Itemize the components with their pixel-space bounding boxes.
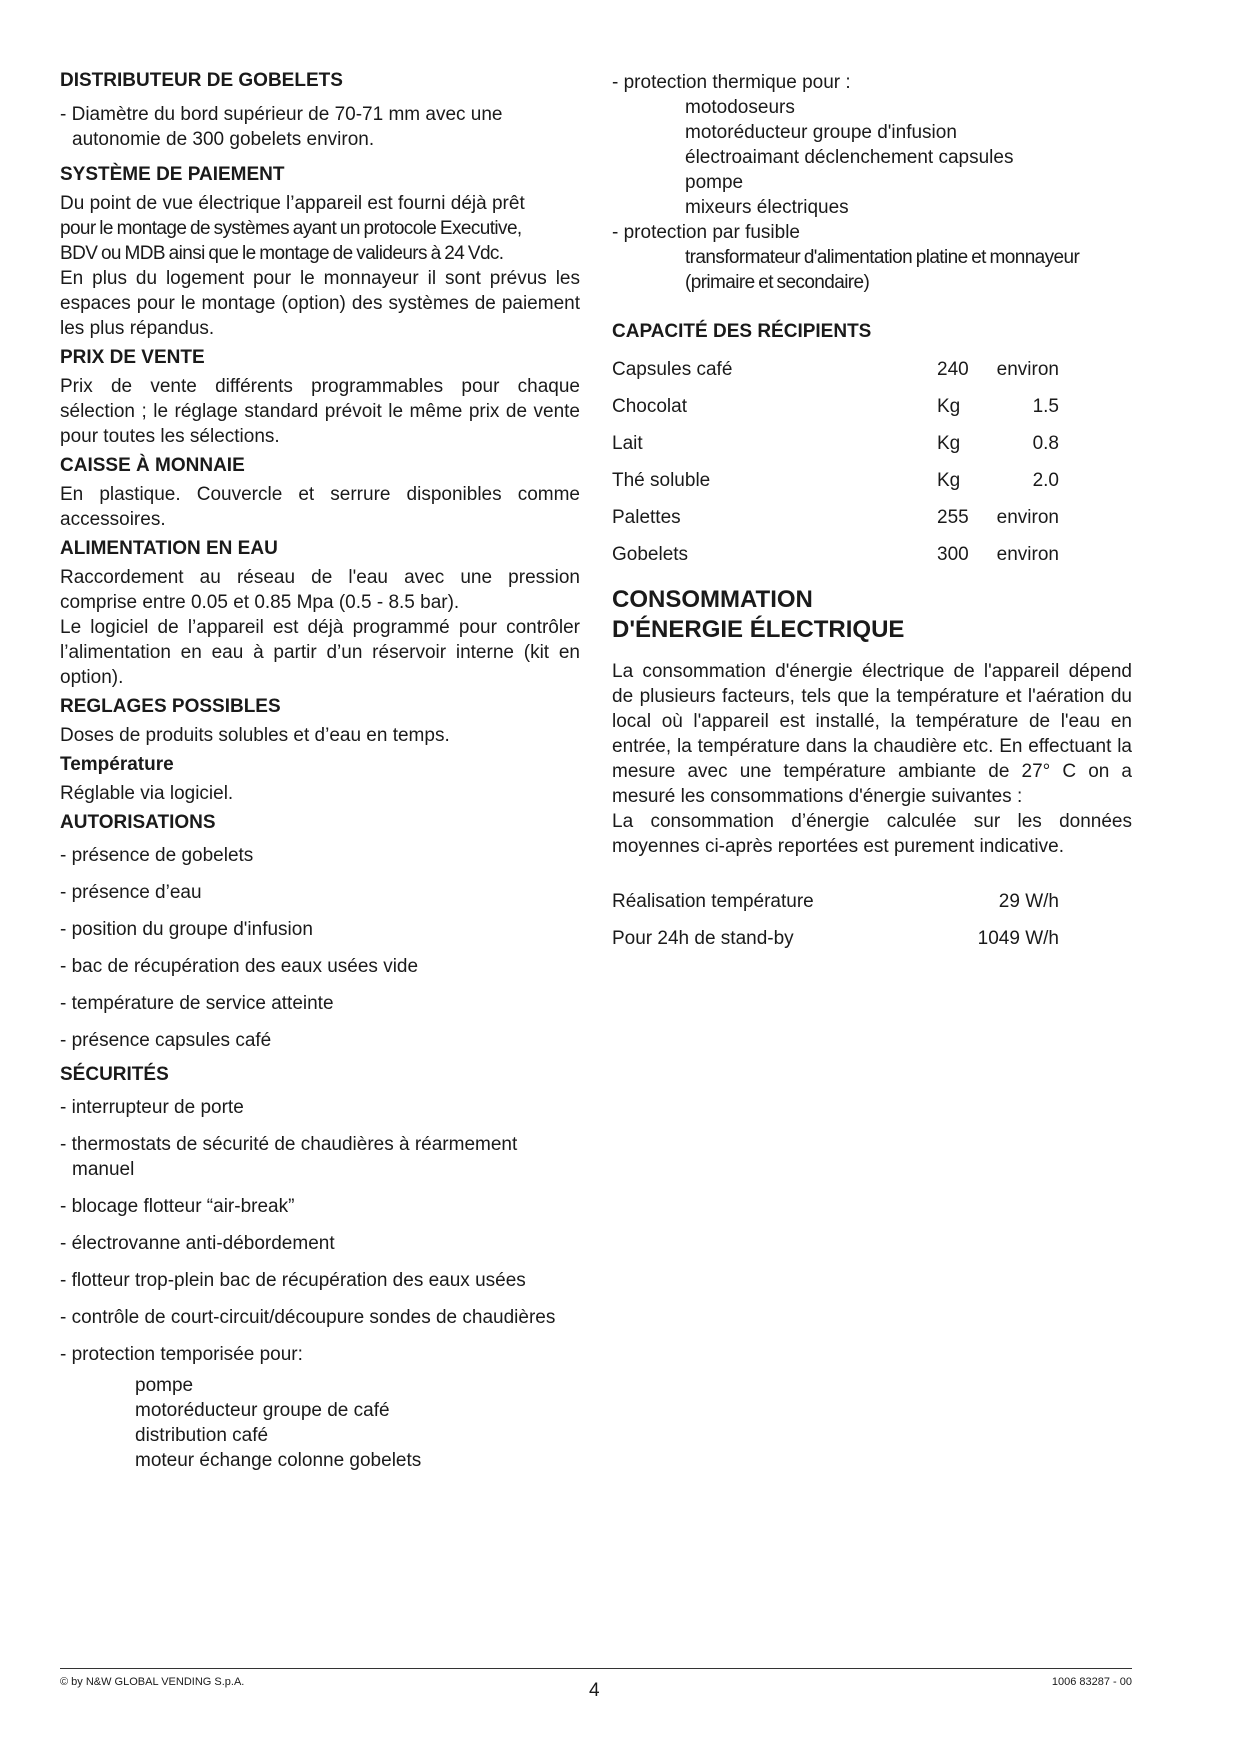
distributeur-item: - Diamètre du bord supérieur de 70-71 mm avec une autonomie de 300 gobelets environ. — [60, 104, 503, 150]
cell-unit: Kg — [937, 470, 961, 491]
cell-value: 2.0 — [1032, 470, 1059, 491]
eau-text-2: Le logiciel de l’appareil est déjà programmé pour contrôler l’alimentation en eau à partir d’un réservoir interne (kit en option). — [60, 617, 580, 688]
temperature-text: Réglable via logiciel. — [60, 783, 234, 804]
heading-temperature: Température — [60, 754, 174, 775]
table-row — [612, 357, 1132, 394]
cell-unit: Kg — [937, 433, 961, 454]
heading-caisse: CAISSE À MONNAIE — [60, 455, 245, 476]
securite-sub-item: moteur échange colonne gobelets — [135, 1450, 422, 1471]
table-row — [612, 505, 1132, 542]
cell-value: 1049 W/h — [977, 928, 1059, 949]
cell-value: 1.5 — [1032, 396, 1059, 417]
right-column — [612, 70, 1132, 963]
cell-unit: 300 — [937, 544, 969, 565]
thermique-item: motodoseurs — [685, 97, 795, 118]
securite-item: - électrovanne anti-débordement — [60, 1233, 335, 1254]
eau-text-1: Raccordement au réseau de l'eau avec une pression comprise entre 0.05 et 0.85 Mpa (0.5 - 8.5 bar). — [60, 567, 580, 613]
cell-label: Chocolat — [612, 396, 687, 417]
thermique-item: motoréducteur groupe d'infusion — [685, 122, 957, 143]
autorisation-item: - température de service atteinte — [60, 993, 334, 1014]
heading-securites: SÉCURITÉS — [60, 1064, 169, 1085]
securite-item: - contrôle de court-circuit/découpure sondes de chaudières — [60, 1307, 556, 1328]
securite-item: - protection temporisée pour: — [60, 1344, 303, 1365]
securite-sub-item: distribution café — [135, 1425, 269, 1446]
footer-copyright: © by N&W GLOBAL VENDING S.p.A. — [60, 1676, 245, 1688]
fusible-label: - protection par fusible — [612, 222, 800, 243]
thermique-item: mixeurs électriques — [685, 197, 849, 218]
table-row — [612, 926, 1132, 963]
paiement-text-4: En plus du logement pour le monnayeur il sont prévus les espaces pour le montage (option) des systèmes de paiement les plus répandus. — [60, 268, 580, 339]
cell-label: Pour 24h de stand-by — [612, 928, 794, 949]
heading-capacite: CAPACITÉ DES RÉCIPIENTS — [612, 321, 872, 342]
securite-sub-item: pompe — [135, 1375, 194, 1396]
cell-unit: 240 — [937, 359, 969, 380]
caisse-text: En plastique. Couvercle et serrure disponibles comme accessoires. — [60, 484, 580, 530]
paiement-text-2: pour le montage de systèmes ayant un protocole Executive, — [60, 218, 522, 239]
autorisation-item: - présence capsules café — [60, 1030, 272, 1051]
autorisation-item: - présence d’eau — [60, 882, 202, 903]
cell-label: Thé soluble — [612, 470, 711, 491]
cell-unit: Kg — [937, 396, 961, 417]
prix-text: Prix de vente différents programmables pour chaque sélection ; le réglage standard prévoit le même prix de vente pour toutes les sélections. — [60, 376, 580, 447]
securite-item: - thermostats de sécurité de chaudières à réarmement manuel — [60, 1134, 518, 1180]
heading-distributeur: DISTRIBUTEUR DE GOBELETS — [60, 70, 343, 91]
fusible-text: transformateur d'alimentation platine et monnayeur (primaire et secondaire) — [685, 247, 1080, 293]
cell-label: Palettes — [612, 507, 681, 528]
cell-unit: 255 — [937, 507, 969, 528]
heading-paiement: SYSTÈME DE PAIEMENT — [60, 164, 285, 185]
cell-value: environ — [996, 544, 1059, 565]
autorisation-item: - position du groupe d'infusion — [60, 919, 313, 940]
consommation-text-1: La consommation d'énergie électrique de l'appareil dépend de plusieurs facteurs, tels que la température et l'aération du local où l'appareil est installé, la température de l'eau en entrée, la température dans la chaudière etc. En effectuant la mesure avec une température ambiante de 27° C on a mesuré les consommations d'énergie suivantes : — [612, 661, 1132, 807]
table-row — [612, 431, 1132, 468]
heading-consommation-1: CONSOMMATION — [612, 586, 813, 613]
cell-label: Capsules café — [612, 359, 733, 380]
table-row — [612, 394, 1132, 431]
cell-label: Lait — [612, 433, 643, 454]
thermique-label: - protection thermique pour : — [612, 72, 851, 93]
page-number: 4 — [589, 1680, 600, 1701]
consommation-table — [612, 889, 1132, 963]
capacite-table — [612, 357, 1132, 579]
table-row — [612, 468, 1132, 505]
heading-reglages: REGLAGES POSSIBLES — [60, 696, 281, 717]
cell-value: environ — [996, 359, 1059, 380]
autorisation-item: - présence de gobelets — [60, 845, 254, 866]
thermique-item: électroaimant déclenchement capsules — [685, 147, 1014, 168]
cell-value: 29 W/h — [998, 891, 1059, 912]
securite-item: - interrupteur de porte — [60, 1097, 244, 1118]
autorisation-item: - bac de récupération des eaux usées vide — [60, 956, 419, 977]
securite-item: - flotteur trop-plein bac de récupération des eaux usées — [60, 1270, 526, 1291]
table-row — [612, 889, 1132, 926]
paiement-text-1: Du point de vue électrique l’appareil est fourni déjà prêt — [60, 193, 525, 214]
heading-eau: ALIMENTATION EN EAU — [60, 538, 278, 559]
cell-label: Réalisation température — [612, 891, 814, 912]
cell-value: 0.8 — [1032, 433, 1059, 454]
heading-consommation-2: D'ÉNERGIE ÉLECTRIQUE — [612, 616, 905, 643]
thermique-item: pompe — [685, 172, 744, 193]
consommation-text-2: La consommation d’énergie calculée sur les données moyennes ci-après reportées est purement indicative. — [612, 811, 1132, 857]
footer-doc-code: 1006 83287 - 00 — [1051, 1676, 1132, 1688]
paiement-text-3: BDV ou MDB ainsi que le montage de valideurs à 24 Vdc. — [60, 243, 504, 264]
heading-autorisations: AUTORISATIONS — [60, 812, 216, 833]
securite-item: - blocage flotteur “air-break” — [60, 1196, 295, 1217]
heading-prix: PRIX DE VENTE — [60, 347, 205, 368]
securite-sub-item: motoréducteur groupe de café — [135, 1400, 390, 1421]
footer-divider — [60, 1668, 1132, 1669]
table-row — [612, 542, 1132, 579]
reglages-text: Doses de produits solubles et d’eau en temps. — [60, 725, 450, 746]
cell-label: Gobelets — [612, 544, 689, 565]
cell-value: environ — [996, 507, 1059, 528]
left-column — [60, 70, 580, 1473]
